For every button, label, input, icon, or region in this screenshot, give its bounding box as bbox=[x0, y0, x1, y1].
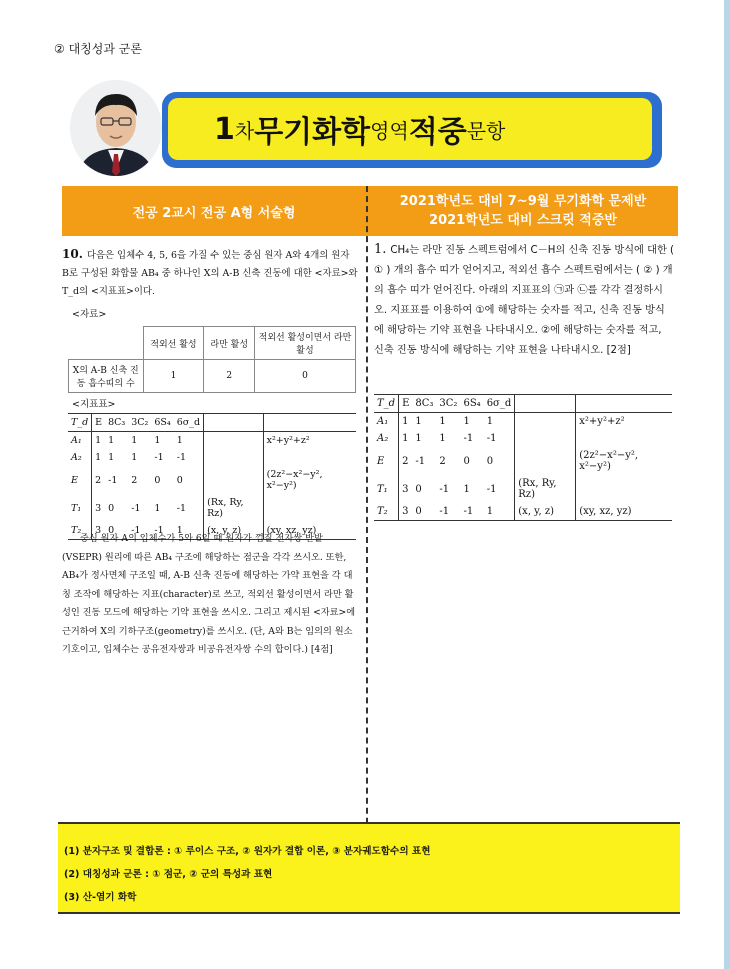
character-table-cell: -1 bbox=[131, 502, 141, 514]
character-table-cell: -1 bbox=[415, 455, 426, 467]
banner-subject: 무기화학 bbox=[254, 115, 371, 150]
character-table-cell: A₂ bbox=[374, 430, 399, 447]
character-table-cell bbox=[515, 413, 576, 431]
character-table-cell: A₂ bbox=[68, 449, 92, 466]
table1-header: 라만 활성 bbox=[204, 327, 255, 360]
character-table-row bbox=[68, 432, 356, 450]
character-table-cell: (Rx, Ry, Rz) bbox=[515, 475, 576, 503]
character-table-cell: -1 bbox=[484, 475, 515, 503]
table1-corner bbox=[69, 327, 144, 360]
character-table-cell: -1 bbox=[174, 449, 204, 466]
course-header bbox=[368, 186, 678, 236]
character-table-cell: A₁ bbox=[374, 413, 399, 431]
character-table-row bbox=[374, 430, 672, 447]
character-table-cell: 1 bbox=[463, 416, 470, 427]
character-table-cell: 0 bbox=[108, 525, 115, 536]
banner-domain: 영역 bbox=[370, 118, 409, 143]
character-table-cell: (xy, xz, yz) bbox=[266, 525, 317, 536]
left-question-description: 중심 원자 A의 입체수가 5와 6일 때 원자가 껍질 전자쌍 반발(VSEPR) 원리에 따른 AB₄ 구조에 해당하는 점군을 각각 쓰시오. 또한, AB₄가 정사면체 구조일 때, A-B 신축 진동에 해당하는 가약 표현을 각 대칭 조작에 해당하는 지표(character)로 쓰고, 적외선 활성이면서 라만 활성인 진동 모드에 해당하는 기약 표현을 쓰시오. 그리고 제시된 <자료>에 근거하여 X의 기하구조(geometry)를 쓰시오. (단, A와 B는 임의의 원소 기호이고, 입체수는 공유전자쌍과 비공유전자쌍 수의 합이다.) [4점] bbox=[62, 533, 356, 655]
character-table-cell bbox=[204, 449, 264, 466]
character-table-cell: 1 bbox=[174, 432, 204, 450]
course-header-line2: 2021학년도 대비 스크릿 적중반 bbox=[429, 213, 617, 228]
character-table-cell: x²+y²+z² bbox=[266, 435, 310, 446]
character-table-header-cell: 6S₄ bbox=[460, 395, 483, 413]
character-table-cell: 1 bbox=[415, 416, 422, 427]
title-banner bbox=[70, 80, 670, 176]
table1-header: 적외선 활성이면서 라만 활성 bbox=[255, 327, 356, 360]
character-table-cell: 1 bbox=[174, 522, 204, 540]
character-table-cell: 2 bbox=[95, 474, 102, 486]
left-question-text: 다음은 입체수 4, 5, 6을 가질 수 있는 중심 원자 A와 4개의 원자 B로 구성된 화합물 AB₄ 중 하나인 X의 A-B 신축 진동에 대한 <자료>와 T_d의 <지표표>이다. bbox=[62, 250, 358, 297]
character-table-cell: (x, y, z) bbox=[515, 503, 576, 521]
character-table-row bbox=[374, 447, 672, 475]
character-table-right bbox=[374, 394, 672, 521]
character-table-cell: 1 bbox=[402, 416, 409, 427]
character-table-header-cell: 6σ_d bbox=[484, 395, 515, 413]
character-table-cell: 1 bbox=[402, 433, 409, 444]
character-table-row bbox=[374, 413, 672, 431]
character-table-cell: 1 bbox=[108, 452, 115, 463]
character-table-cell: E bbox=[68, 466, 92, 494]
character-table-cell: 0 bbox=[415, 506, 422, 517]
character-table-header-cell: E bbox=[399, 395, 413, 413]
author-photo bbox=[70, 80, 162, 176]
character-table-header-cell: T_d bbox=[374, 395, 399, 413]
character-table-cell: 2 bbox=[131, 474, 138, 486]
section-label: ② 대칭성과 군론 bbox=[54, 42, 142, 56]
character-table-cell bbox=[515, 430, 576, 447]
character-table-cell: 3 bbox=[402, 506, 409, 517]
topic-summary-box bbox=[58, 822, 680, 914]
character-table-left bbox=[68, 413, 356, 540]
topic-line: (2) 대칭성과 군론 : ① 점군, ② 군의 특성과 표현 bbox=[64, 869, 273, 880]
character-table-cell: 1 bbox=[95, 452, 102, 463]
character-table-cell: -1 bbox=[154, 452, 164, 463]
left-question bbox=[62, 245, 358, 301]
character-table-cell: 0 bbox=[154, 474, 161, 486]
topic-line: (1) 분자구조 및 결합론 : ① 루이스 구조, ② 원자가 결합 이론, ③ 분자궤도함수의 표현 bbox=[64, 846, 431, 857]
character-table-cell: 0 bbox=[415, 483, 422, 495]
character-table-cell bbox=[204, 466, 264, 494]
character-table-cell: -1 bbox=[463, 506, 474, 517]
character-table-header-cell: 6σ_d bbox=[174, 414, 204, 432]
character-table-header-cell bbox=[515, 395, 576, 413]
course-header-line1: 2021학년도 대비 7~9월 무기화학 문제반 bbox=[399, 194, 647, 209]
character-table-cell: 1 bbox=[95, 435, 102, 446]
banner-text bbox=[168, 98, 652, 160]
character-table-cell: T₁ bbox=[68, 494, 92, 522]
table1-cell: 2 bbox=[204, 360, 255, 393]
data-tag: <자료> bbox=[72, 309, 107, 320]
character-table-cell: T₁ bbox=[374, 475, 399, 503]
character-table-cell: -1 bbox=[131, 525, 141, 536]
character-table-cell: 1 bbox=[463, 483, 470, 495]
character-table-cell: 2 bbox=[402, 455, 409, 467]
character-table-cell: 2 bbox=[439, 455, 446, 467]
character-table-cell: 0 bbox=[484, 447, 515, 475]
character-table-cell: (Rx, Ry, Rz) bbox=[204, 494, 264, 522]
character-table-cell: -1 bbox=[108, 474, 118, 486]
character-table-tag: <지표표> bbox=[72, 399, 116, 410]
left-question-number: 10. bbox=[62, 247, 83, 261]
banner-number: 1 bbox=[214, 111, 235, 147]
table1-header: 적외선 활성 bbox=[143, 327, 204, 360]
banner-hit: 적중 bbox=[408, 115, 467, 150]
character-table-cell: E bbox=[374, 447, 399, 475]
character-table-cell: 3 bbox=[95, 525, 102, 536]
right-question-text: CH₄는 라만 진동 스펙트럼에서 C－H의 신축 진동 방식에 대한 ( ① ) 개의 흡수 띠가 얻어지고, 적외선 흡수 스펙트럼에서는 ( ② ) 개의 흡수 띠가 얻어진다. 아래의 지표표의 ㉠과 ㉡를 각각 결정하시오. 지표표를 이용하여 ①에 해당하는 숫자를 적고, 신축 진동 방식에 해당하는 기약 표현을 나타내시오. ②에 해당하는 숫자를 적고, 신축 진동 방식에 해당하는 기약 표현을 나타내시오. [2점] bbox=[374, 245, 675, 356]
character-table-header-cell bbox=[576, 395, 672, 413]
character-table-header-cell: 3C₂ bbox=[436, 395, 460, 413]
character-table-cell: -1 bbox=[484, 430, 515, 447]
character-table-header-cell: E bbox=[92, 414, 105, 432]
table1-row-label: X의 A-B 신축 진동 흡수띠의 수 bbox=[69, 360, 144, 393]
banner-item: 문항 bbox=[466, 118, 506, 143]
character-table-cell: 1 bbox=[439, 433, 446, 444]
character-table-cell bbox=[204, 432, 264, 450]
character-table-header-cell bbox=[263, 414, 356, 432]
character-table-cell bbox=[263, 494, 356, 522]
character-table-cell: 0 bbox=[174, 466, 204, 494]
character-table-cell: -1 bbox=[439, 483, 450, 495]
character-table-cell bbox=[576, 430, 672, 447]
character-table-cell: 1 bbox=[108, 435, 115, 446]
table1-cell: 0 bbox=[255, 360, 356, 393]
character-table-cell bbox=[263, 449, 356, 466]
character-table-cell: 0 bbox=[463, 455, 470, 467]
character-table-header-cell: T_d bbox=[68, 414, 92, 432]
character-table-row bbox=[374, 475, 672, 503]
character-table-cell: T₂ bbox=[374, 503, 399, 521]
right-question-number: 1. bbox=[374, 242, 387, 257]
character-table-cell: -1 bbox=[174, 494, 204, 522]
character-table-cell: 3 bbox=[402, 483, 409, 495]
character-table-cell: (2z²−x²−y², x²−y²) bbox=[579, 450, 639, 472]
character-table-cell: 1 bbox=[131, 452, 138, 463]
character-table-cell: T₂ bbox=[68, 522, 92, 540]
page-edge-strip bbox=[724, 0, 730, 969]
character-table-cell: x²+y²+z² bbox=[579, 416, 625, 427]
character-table-cell: 1 bbox=[415, 433, 422, 444]
character-table-cell: A₁ bbox=[68, 432, 92, 450]
table1-cell: 1 bbox=[143, 360, 204, 393]
banner-suffix: 차 bbox=[234, 118, 255, 143]
character-table-cell: -1 bbox=[463, 433, 474, 444]
character-table-cell: 0 bbox=[108, 502, 115, 514]
data-table bbox=[68, 326, 356, 393]
character-table-cell: 3 bbox=[95, 502, 102, 514]
character-table-header-row bbox=[68, 414, 356, 432]
character-table-header-cell bbox=[204, 414, 264, 432]
character-table-cell: 1 bbox=[154, 435, 161, 446]
character-table-cell: 1 bbox=[154, 502, 161, 514]
column-divider bbox=[366, 186, 368, 914]
character-table-cell bbox=[576, 475, 672, 503]
character-table-header-cell: 8C₃ bbox=[105, 414, 128, 432]
character-table-row bbox=[68, 449, 356, 466]
character-table-cell: 1 bbox=[131, 435, 138, 446]
character-table-header-cell: 6S₄ bbox=[151, 414, 173, 432]
character-table-row bbox=[68, 466, 356, 494]
character-table-cell: (2z²−x²−y², x²−y²) bbox=[266, 469, 323, 491]
character-table-cell: (x, y, z) bbox=[204, 522, 264, 540]
character-table-header-row bbox=[374, 395, 672, 413]
character-table-row bbox=[374, 503, 672, 521]
topic-line: (3) 산-염기 화학 bbox=[64, 892, 137, 903]
character-table-cell: 1 bbox=[439, 416, 446, 427]
character-table-cell: -1 bbox=[439, 506, 450, 517]
right-question bbox=[374, 240, 674, 361]
character-table-row bbox=[68, 494, 356, 522]
character-table-header-cell: 3C₂ bbox=[128, 414, 151, 432]
character-table-header-cell: 8C₃ bbox=[412, 395, 436, 413]
character-table-cell: (xy, xz, yz) bbox=[579, 506, 632, 517]
character-table-cell: 1 bbox=[484, 413, 515, 431]
character-table-cell: -1 bbox=[154, 525, 164, 536]
exam-header: 전공 2교시 전공 A형 서술형 bbox=[132, 205, 296, 221]
character-table-cell bbox=[515, 447, 576, 475]
character-table-cell: 1 bbox=[484, 503, 515, 521]
